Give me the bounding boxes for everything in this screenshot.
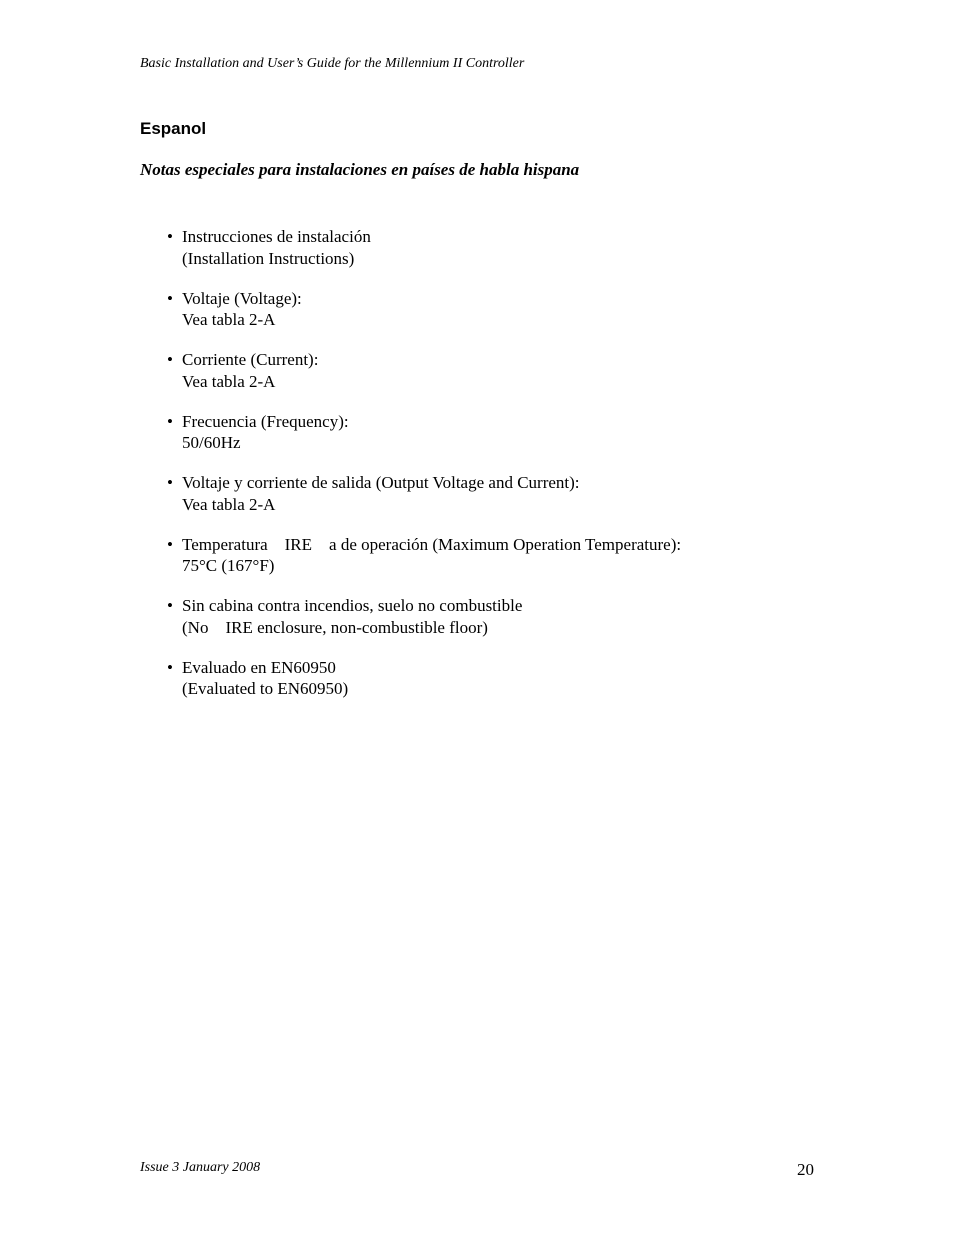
bullet-icon: • [167, 350, 173, 369]
bullet-icon: • [167, 657, 173, 677]
item-value-text: Vea tabla 2-A [182, 371, 276, 391]
running-header: Basic Installation and User’s Guide for the Millennium II Controller [140, 56, 525, 71]
item-spanish-text: Voltaje (Voltage): [182, 288, 302, 308]
list-item [167, 534, 681, 577]
item-spanish-text: Frecuencia (Frequency): [182, 411, 349, 431]
item-value-text: Vea tabla 2-A [182, 310, 276, 329]
item-english-text: (Evaluated to EN60950) [182, 679, 349, 698]
list-item [167, 472, 681, 515]
bullet-icon: • [167, 596, 173, 615]
item-english-text: (Installation Instructions) [182, 248, 355, 268]
item-spanish-text: Instrucciones de instalación [182, 227, 371, 246]
list-item [167, 595, 681, 638]
bullet-icon: • [167, 534, 173, 554]
bullet-icon: • [167, 473, 173, 492]
list-item [167, 226, 681, 269]
item-spanish-text: Sin cabina contra incendios, suelo no combustible [182, 596, 523, 615]
item-spanish-text: Corriente (Current): [182, 350, 319, 369]
list-item [167, 349, 681, 392]
page-number: 20 [797, 1160, 814, 1179]
list-item [167, 288, 681, 331]
list-item [167, 411, 681, 454]
footer-issue-date: Issue 3 January 2008 [140, 1160, 261, 1175]
item-english-text: (No IRE enclosure, non-combustible floor) [182, 617, 488, 637]
bullet-icon: • [167, 288, 173, 308]
specification-list [167, 226, 681, 718]
section-title: Espanol [140, 119, 207, 138]
item-value-text: 75°C (167°F) [182, 556, 275, 575]
item-spanish-text: Evaluado en EN60950 [182, 657, 336, 677]
item-spanish-text: Temperatura IRE a de operación (Maximum Operation Temperature): [182, 534, 682, 554]
bullet-icon: • [167, 227, 173, 246]
section-subtitle: Notas especiales para instalaciones en países de habla hispana [140, 160, 580, 179]
list-item [167, 657, 681, 700]
item-value-text: Vea tabla 2-A [182, 494, 276, 514]
item-value-text: 50/60Hz [182, 433, 241, 452]
bullet-icon: • [167, 411, 173, 431]
item-spanish-text: Voltaje y corriente de salida (Output Voltage and Current): [182, 473, 580, 492]
